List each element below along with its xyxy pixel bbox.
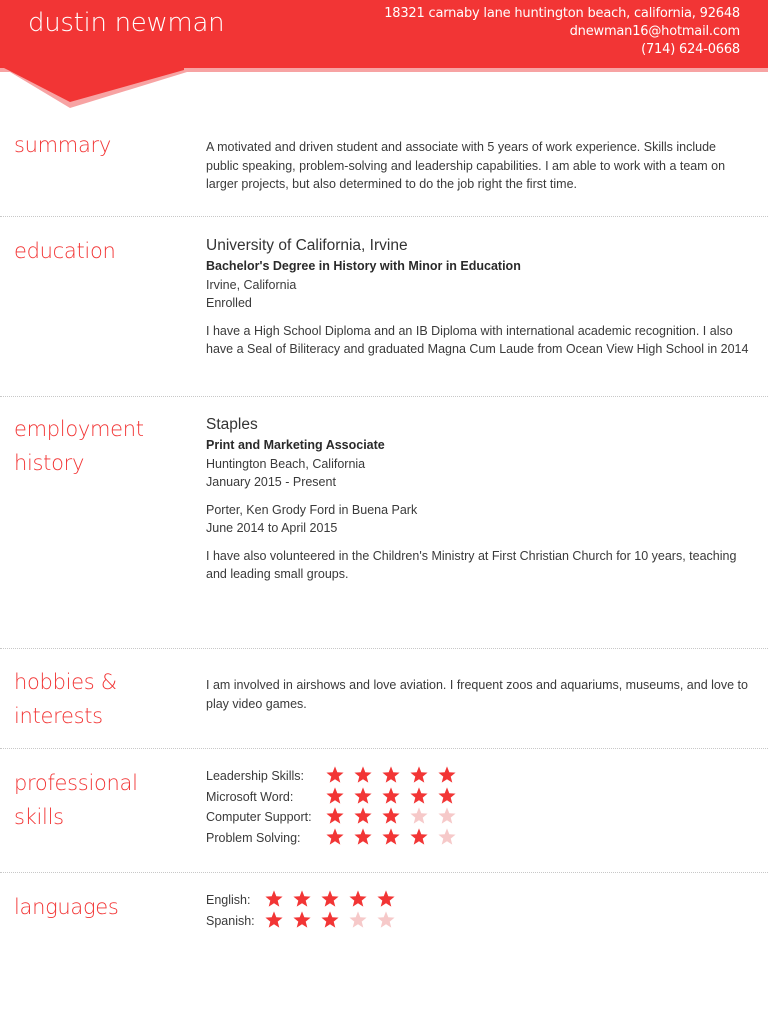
other-job: Porter, Ken Grody Ford in Buena Park <box>206 502 418 517</box>
volunteer-note: I have also volunteered in the Children's Ministry at First Christian Church for 10 years, teaching and leading small groups. <box>206 548 737 581</box>
divider <box>0 748 768 749</box>
divider <box>0 396 768 397</box>
other-job-dates: June 2014 to April 2015 <box>206 521 338 535</box>
employer-name: Staples <box>206 416 258 433</box>
star-filled-icon <box>354 807 372 825</box>
skills-title: professional skills <box>14 771 138 829</box>
education-title: education <box>14 239 116 263</box>
star-filled-icon <box>382 828 400 846</box>
candidate-name: dustin newman <box>28 8 225 38</box>
star-filled-icon <box>326 828 344 846</box>
star-empty-icon <box>349 911 367 929</box>
skill-label: Computer Support: <box>206 810 312 824</box>
star-filled-icon <box>354 766 372 784</box>
languages-list <box>206 891 751 932</box>
skill-row <box>206 808 751 829</box>
star-empty-icon <box>410 807 428 825</box>
skill-row <box>206 767 751 788</box>
language-row <box>206 912 751 933</box>
star-filled-icon <box>410 766 428 784</box>
language-label: English: <box>206 893 251 907</box>
star-filled-icon <box>265 890 283 908</box>
employment-title: employment history <box>14 417 144 475</box>
star-filled-icon <box>265 911 283 929</box>
skills-list <box>206 767 751 849</box>
job-dates: January 2015 - Present <box>206 475 336 489</box>
divider <box>0 216 768 217</box>
star-filled-icon <box>438 766 456 784</box>
hobbies-text: I am involved in airshows and love aviation. I frequent zoos and aquariums, museums, and love to play video games. <box>206 678 748 711</box>
star-filled-icon <box>293 890 311 908</box>
address: 18321 carnaby lane huntington beach, california, 92648 <box>384 6 740 21</box>
divider <box>0 648 768 649</box>
star-empty-icon <box>438 828 456 846</box>
summary-title: summary <box>14 133 111 157</box>
hobbies-title: hobbies & interests <box>14 670 117 728</box>
school-name: University of California, Irvine <box>206 237 408 254</box>
star-filled-icon <box>410 828 428 846</box>
education-note: I have a High School Diploma and an IB Diploma with international academic recognition. I also have a Seal of Biliteracy and graduated Magna Cum Laude from Ocean View High School in 2014 <box>206 323 749 356</box>
star-filled-icon <box>377 890 395 908</box>
email[interactable]: dnewman16@hotmail.com <box>569 24 740 39</box>
star-empty-icon <box>438 807 456 825</box>
degree: Bachelor's Degree in History with Minor in Education <box>206 259 521 273</box>
languages-title: languages <box>14 895 119 919</box>
skill-label: Problem Solving: <box>206 830 301 845</box>
star-filled-icon <box>321 890 339 908</box>
star-filled-icon <box>438 787 456 805</box>
star-filled-icon <box>349 890 367 908</box>
star-filled-icon <box>293 911 311 929</box>
star-filled-icon <box>382 807 400 825</box>
star-filled-icon <box>354 787 372 805</box>
star-filled-icon <box>382 766 400 784</box>
education-body <box>206 235 751 359</box>
phone: (714) 624-0668 <box>641 42 740 57</box>
job-role: Print and Marketing Associate <box>206 438 385 452</box>
star-filled-icon <box>326 807 344 825</box>
star-filled-icon <box>326 787 344 805</box>
divider <box>0 872 768 873</box>
language-row <box>206 891 751 912</box>
star-filled-icon <box>382 787 400 805</box>
skill-label: Microsoft Word: <box>206 789 294 804</box>
star-filled-icon <box>354 828 372 846</box>
skill-label: Leadership Skills: <box>206 769 304 783</box>
job-location: Huntington Beach, California <box>206 456 366 471</box>
school-location: Irvine, California <box>206 277 297 292</box>
star-filled-icon <box>321 911 339 929</box>
enrollment-status: Enrolled <box>206 296 252 310</box>
skill-row <box>206 829 751 850</box>
skill-row <box>206 788 751 809</box>
language-label: Spanish: <box>206 913 255 928</box>
star-filled-icon <box>326 766 344 784</box>
employment-body <box>206 414 751 584</box>
contact-info <box>384 5 740 59</box>
summary-text: A motivated and driven student and associate with 5 years of work experience. Skills include public speaking, problem-solving and leadership capabilities. I am able to work with a team on larger projects, but also determined to do the job right the first time. <box>206 140 726 191</box>
star-empty-icon <box>377 911 395 929</box>
star-filled-icon <box>410 787 428 805</box>
